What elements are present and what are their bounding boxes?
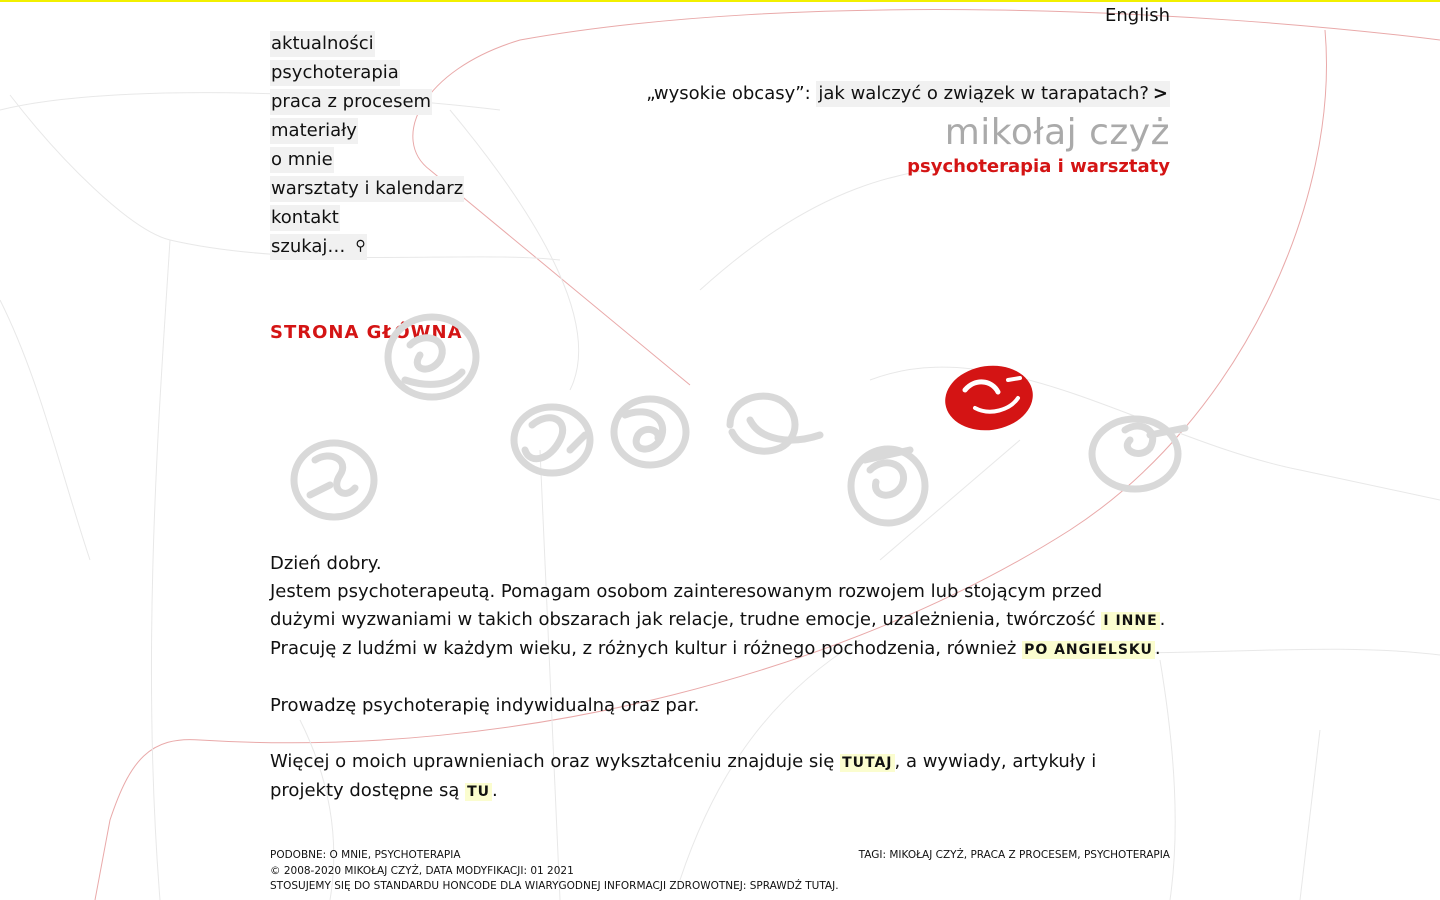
- link-tutaj[interactable]: TUTAJ: [842, 755, 893, 771]
- footer: [270, 848, 1170, 895]
- featured-source: „wysokie obcasy”:: [646, 83, 811, 104]
- intro-text: Jestem psychoterapeutą. Pomagam osobom zainteresowanym rozwojem lub stojącym przed dużymi wyzwaniami w takich obszarach jak relacje, trudne emocje, uzależnienia, twórczość: [270, 581, 1103, 630]
- search-icon[interactable]: ⚲: [355, 238, 366, 254]
- main-navigation: [270, 31, 464, 260]
- red-doodle-face: [941, 360, 1037, 436]
- more-info-text-2: , a wywiady, artykuły i projekty dostępne są: [270, 751, 1097, 801]
- doodle-face-5: [730, 396, 820, 451]
- separator: ,: [1077, 849, 1084, 861]
- separator: ,: [367, 849, 375, 861]
- therapy-paragraph: Prowadzę psychoterapię indywidualną oraz par.: [270, 695, 700, 716]
- tag-psychoterapia[interactable]: PSYCHOTERAPIA: [1083, 849, 1170, 861]
- tag-mikolaj-czyz[interactable]: MIKOŁAJ CZYŻ: [889, 849, 964, 861]
- more-info-paragraph: [270, 748, 1170, 806]
- link-i-inne[interactable]: I INNE: [1103, 613, 1158, 629]
- link-po-angielsku[interactable]: PO ANGIELSKU: [1024, 642, 1153, 658]
- doodle-face-4: [614, 399, 686, 465]
- chevron-right-icon: >: [1152, 83, 1168, 104]
- search-placeholder: szukaj…: [271, 236, 346, 257]
- doodle-face-1: [388, 317, 476, 397]
- site-tagline: psychoterapia i warsztaty: [907, 156, 1170, 177]
- doodle-face-6: [851, 449, 925, 523]
- copyright: © 2008-2020 MIKOŁAJ CZYŻ, DATA MODYFIKACJI: 01 2021: [270, 864, 574, 877]
- search-field[interactable]: [270, 234, 367, 260]
- separator: ,: [963, 849, 971, 861]
- greeting: Dzień dobry.: [270, 553, 382, 574]
- doodle-faces-decoration: [270, 300, 1200, 540]
- nav-item-praca-z-procesem[interactable]: praca z procesem: [270, 89, 432, 115]
- site-name: mikołaj czyż: [944, 112, 1170, 153]
- nav-item-kontakt[interactable]: kontakt: [270, 205, 340, 231]
- top-accent-line: [0, 0, 1440, 2]
- featured-article-link[interactable]: [646, 83, 1170, 104]
- intro-text-2: . Pracuję z ludźmi w każdym wieku, z różnych kultur i różnego pochodzenia, również: [270, 609, 1166, 659]
- tag-praca-z-procesem[interactable]: PRACA Z PROCESEM: [970, 849, 1078, 861]
- tags: [859, 848, 1170, 864]
- similar-label: PODOBNE:: [270, 849, 327, 861]
- nav-item-o-mnie[interactable]: o mnie: [270, 147, 334, 173]
- main-content: [270, 550, 1170, 834]
- more-info-text-3: .: [492, 780, 498, 801]
- tags-label: TAGI:: [858, 849, 887, 861]
- featured-title: jak walczyć o związek w tarapatach?: [818, 83, 1149, 104]
- page-title: STRONA GŁÓWNA: [270, 322, 463, 343]
- intro-paragraph: [270, 550, 1170, 664]
- doodle-face-7: [1092, 419, 1185, 489]
- nav-item-aktualnosci[interactable]: aktualności: [270, 31, 375, 57]
- nav-item-materialy[interactable]: materiały: [270, 118, 358, 144]
- similar-link-psychoterapia[interactable]: PSYCHOTERAPIA: [374, 849, 461, 861]
- intro-text-3: .: [1154, 638, 1161, 659]
- honcode-link[interactable]: SPRAWDŹ TUTAJ.: [749, 880, 839, 892]
- language-switch-english[interactable]: English: [1105, 5, 1170, 26]
- more-info-text: Więcej o moich uprawnieniach oraz wykształceniu znajduje się: [270, 751, 841, 772]
- nav-item-warsztaty-i-kalendarz[interactable]: warsztaty i kalendarz: [270, 176, 464, 202]
- nav-item-psychoterapia[interactable]: psychoterapia: [270, 60, 400, 86]
- honcode-text: STOSUJEMY SIĘ DO STANDARDU HONCODE DLA WIARYGODNEJ INFORMACJI ZDROWOTNEJ:: [270, 880, 747, 892]
- link-tu[interactable]: TU: [467, 784, 491, 800]
- doodle-face-2: [294, 443, 374, 517]
- similar-link-o-mnie[interactable]: O MNIE: [329, 849, 368, 861]
- doodle-face-3: [514, 407, 590, 473]
- honcode-notice: [270, 879, 1170, 895]
